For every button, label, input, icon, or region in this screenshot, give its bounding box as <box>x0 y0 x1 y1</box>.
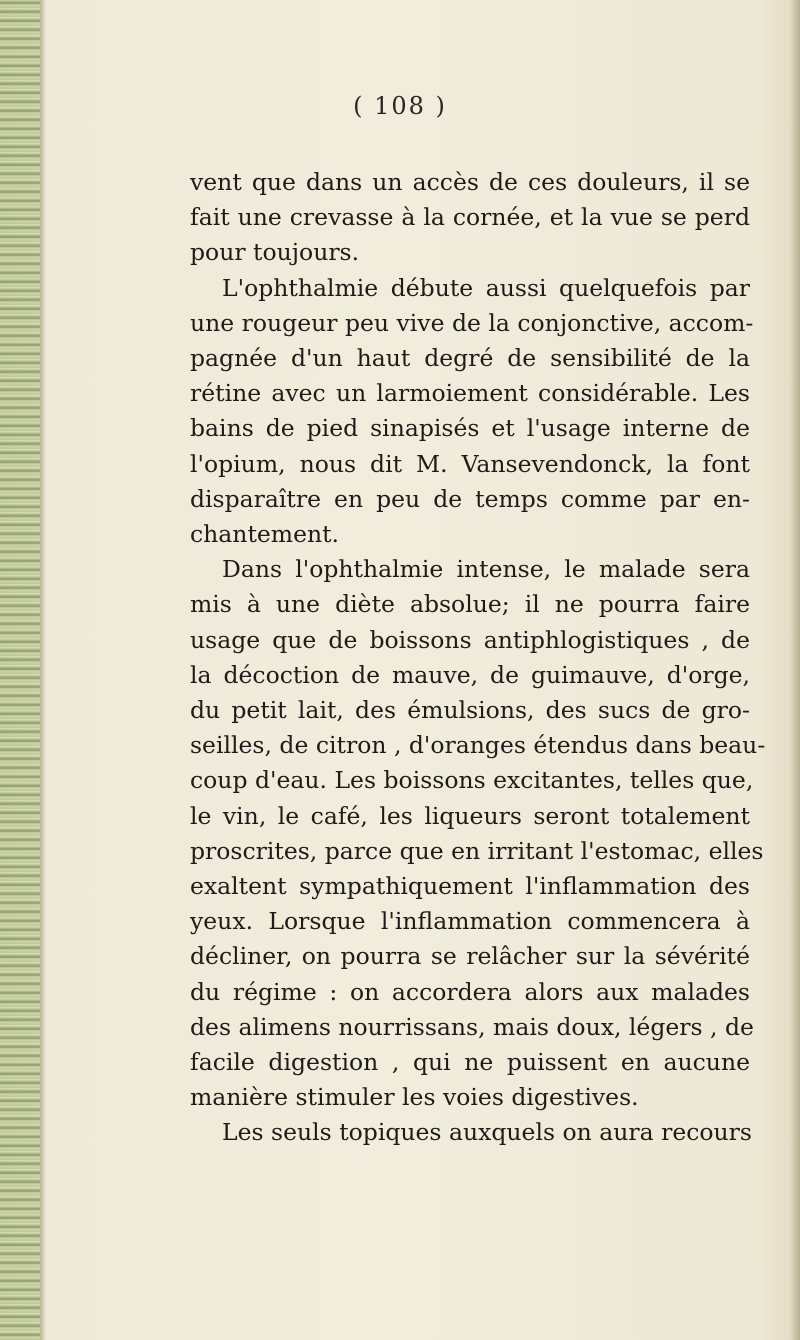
text-line: une rougeur peu vive de la conjonctive, accom- <box>190 308 754 337</box>
text-line: seilles, de citron , d'oranges étendus dans beau- <box>190 731 766 760</box>
page-edge-shadow <box>790 0 800 1340</box>
text-line: le vin, le café, les liqueurs seront totalement <box>190 801 750 830</box>
book-binding-edge <box>0 0 40 1340</box>
text-line: proscrites, parce que en irritant l'estomac, elles <box>190 836 764 865</box>
text-line: Dans l'ophthalmie intense, le malade sera <box>222 555 750 584</box>
text-line: manière stimuler les voies digestives. <box>190 1083 639 1112</box>
text-line: vent que dans un accès de ces douleurs, il se <box>190 168 750 196</box>
text-line: Les seuls topiques auxquels on aura recours <box>222 1118 752 1147</box>
text-line: L'ophthalmie débute aussi quelquefois par <box>222 273 750 302</box>
text-line: bains de pied sinapisés et l'usage interne de <box>190 414 750 443</box>
text-line: facile digestion , qui ne puissent en aucune <box>190 1048 750 1077</box>
text-line: usage que de boissons antiphlogistiques , de <box>190 625 750 654</box>
text-line: du régime : on accordera alors aux malades <box>190 977 750 1006</box>
body-text <box>190 165 766 1151</box>
text-line: pour toujours. <box>190 238 360 267</box>
text-line: du petit lait, des émulsions, des sucs de gro- <box>190 696 750 725</box>
text-line: coup d'eau. Les boissons excitantes, telles que, <box>190 766 754 795</box>
text-line: chantement. <box>190 520 340 549</box>
page-number: ( 108 ) <box>353 92 447 120</box>
text-line: décliner, on pourra se relâcher sur la sévérité <box>190 942 750 971</box>
text-line: yeux. Lorsque l'inflammation commencera à <box>190 907 750 936</box>
text-line: exaltent sympathiquement l'inflammation des <box>190 872 750 901</box>
text-line: disparaître en peu de temps comme par en- <box>190 484 750 513</box>
text-line: pagnée d'un haut degré de sensibilité de la <box>190 344 750 373</box>
text-line: la décoction de mauve, de guimauve, d'orge, <box>190 660 750 689</box>
text-line: fait une crevasse à la cornée, et la vue se perd <box>190 203 750 232</box>
text-line: rétine avec un larmoiement considérable. Les <box>190 379 750 408</box>
text-line: des alimens nourrissans, mais doux, légers , de <box>190 1012 754 1041</box>
text-line: mis à une diète absolue; il ne pourra faire <box>190 590 750 619</box>
text-line: l'opium, nous dit M. Vansevendonck, la font <box>190 449 750 478</box>
